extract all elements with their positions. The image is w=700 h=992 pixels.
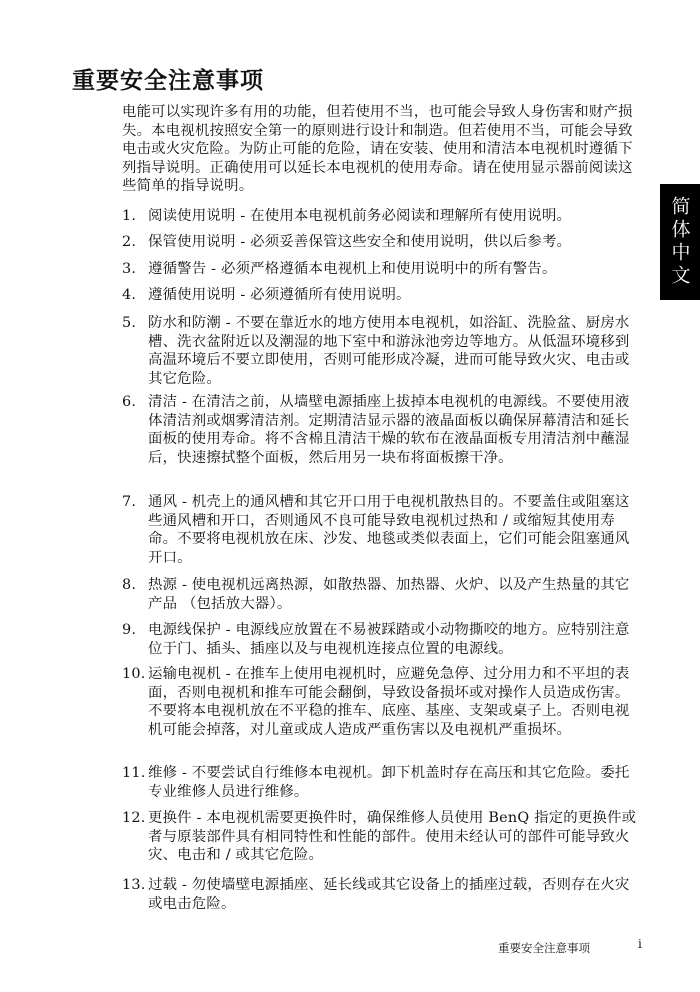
item-text: 过载 - 勿使墙壁电源插座、延长线或其它设备上的插座过载，否则存在火灾或电击危险。 [148,877,630,912]
item-text: 防水和防潮 - 不要在靠近水的地方使用本电视机，如浴缸、洗脸盆、厨房水槽、洗衣盆附近以及潮湿的地下室中和游泳池旁边等地方。从低温环境移到高温环境后不要立即使用，否则可能形成冷凝，进而可能导致火灾、电击或其它危险。 [148,315,630,387]
list-item [122,260,642,279]
item-number: 1. [122,208,137,224]
list-item [122,314,642,388]
list-item [122,393,642,467]
item-number: 2. [122,234,137,250]
item-text: 阅读使用说明 - 在使用本电视机前务必阅读和理解所有使用说明。 [148,208,572,224]
item-text: 清洁 - 在清洁之前，从墙壁电源插座上拔掉本电视机的电源线。不要使用液体清洁剂或烟雾清洁剂。定期清洁显示器的液晶面板以确保屏幕清洁和延长面板的使用寿命。将不含棉且清洁干燥的软布在液晶面板专用清洁剂中蘸湿后，快速擦拭整个面板，然后用另一块布将面板擦干净。 [148,394,630,466]
item-text: 遵循警告 - 必须严格遵循本电视机上和使用说明中的所有警告。 [148,261,557,277]
list-item [122,876,642,913]
item-number: 3. [122,261,137,277]
list-item [122,286,642,305]
item-text: 保管使用说明 - 必须妥善保管这些安全和使用说明，供以后参考。 [148,234,572,250]
item-text: 电源线保护 - 电源线应放置在不易被踩踏或小动物撕咬的地方。应特别注意位于门、插头、插座以及与电视机连接点位置的电源线。 [148,622,630,657]
item-number: 12. [122,810,146,826]
item-number: 13. [122,877,146,893]
item-text: 更换件 - 本电视机需要更换件时，确保维修人员使用 BenQ 指定的更换件或者与原装部件具有相同特性和性能的部件。使用未经认可的部件可能导致火灾、电击和 / 或其它危险。 [148,810,637,864]
item-number: 9. [122,622,137,638]
page-title: 重要安全注意事项 [72,68,264,94]
item-number: 7. [122,494,137,510]
intro-paragraph: 电能可以实现许多有用的功能，但若使用不当，也可能会导致人身伤害和财产损失。本电视机按照安全第一的原则进行设计和制造。但若使用不当，可能会导致电击或火灾危险。为防止可能的危险，请在安装、使用和清洁本电视机时遵循下列指导说明。正确使用可以延长本电视机的使用寿命。请在使用显示器前阅读这些简单的指导说明。 [122,104,633,195]
list-item [122,576,642,613]
language-label: 简体中文 [668,196,691,288]
item-text: 通风 - 机壳上的通风槽和其它开口用于电视机散热目的。不要盖住或阻塞这些通风槽和开口，否则通风不良可能导致电视机过热和 / 或缩短其使用寿命。不要将电视机放在床、沙发、地毯或类似表面上，它们可能会阻塞通风开口。 [148,494,630,566]
item-text: 遵循使用说明 - 必须遵循所有使用说明。 [148,287,411,303]
language-side-tab [660,184,700,300]
item-number: 8. [122,577,137,593]
list-item [122,764,642,801]
item-number: 4. [122,287,137,303]
item-text: 维修 - 不要尝试自行维修本电视机。卸下机盖时存在高压和其它危险。委托专业维修人员进行维修。 [148,765,630,800]
list-item [122,233,642,252]
item-number: 5. [122,315,137,331]
item-number: 11. [122,765,146,781]
item-text: 热源 - 使电视机远离热源，如散热器、加热器、火炉、以及产生热量的其它产品 （包括放大器）。 [148,577,630,612]
item-number: 10. [122,666,146,682]
list-item [122,809,642,865]
item-number: 6. [122,394,137,410]
list-item [122,493,642,567]
footer-section-title: 重要安全注意事项 [498,941,590,955]
list-item [122,207,642,226]
item-text: 运输电视机 - 在推车上使用电视机时，应避免急停、过分用力和不平坦的表面，否则电视机和推车可能会翻倒，导致设备损坏或对操作人员造成伤害。不要将本电视机放在不平稳的推车、底座、基座、支架或桌子上。否则电视机可能会掉落，对儿童或成人造成严重伤害以及电视机严重损坏。 [148,666,630,738]
page-number: i [638,937,642,951]
list-item [122,621,642,658]
list-item [122,665,642,739]
